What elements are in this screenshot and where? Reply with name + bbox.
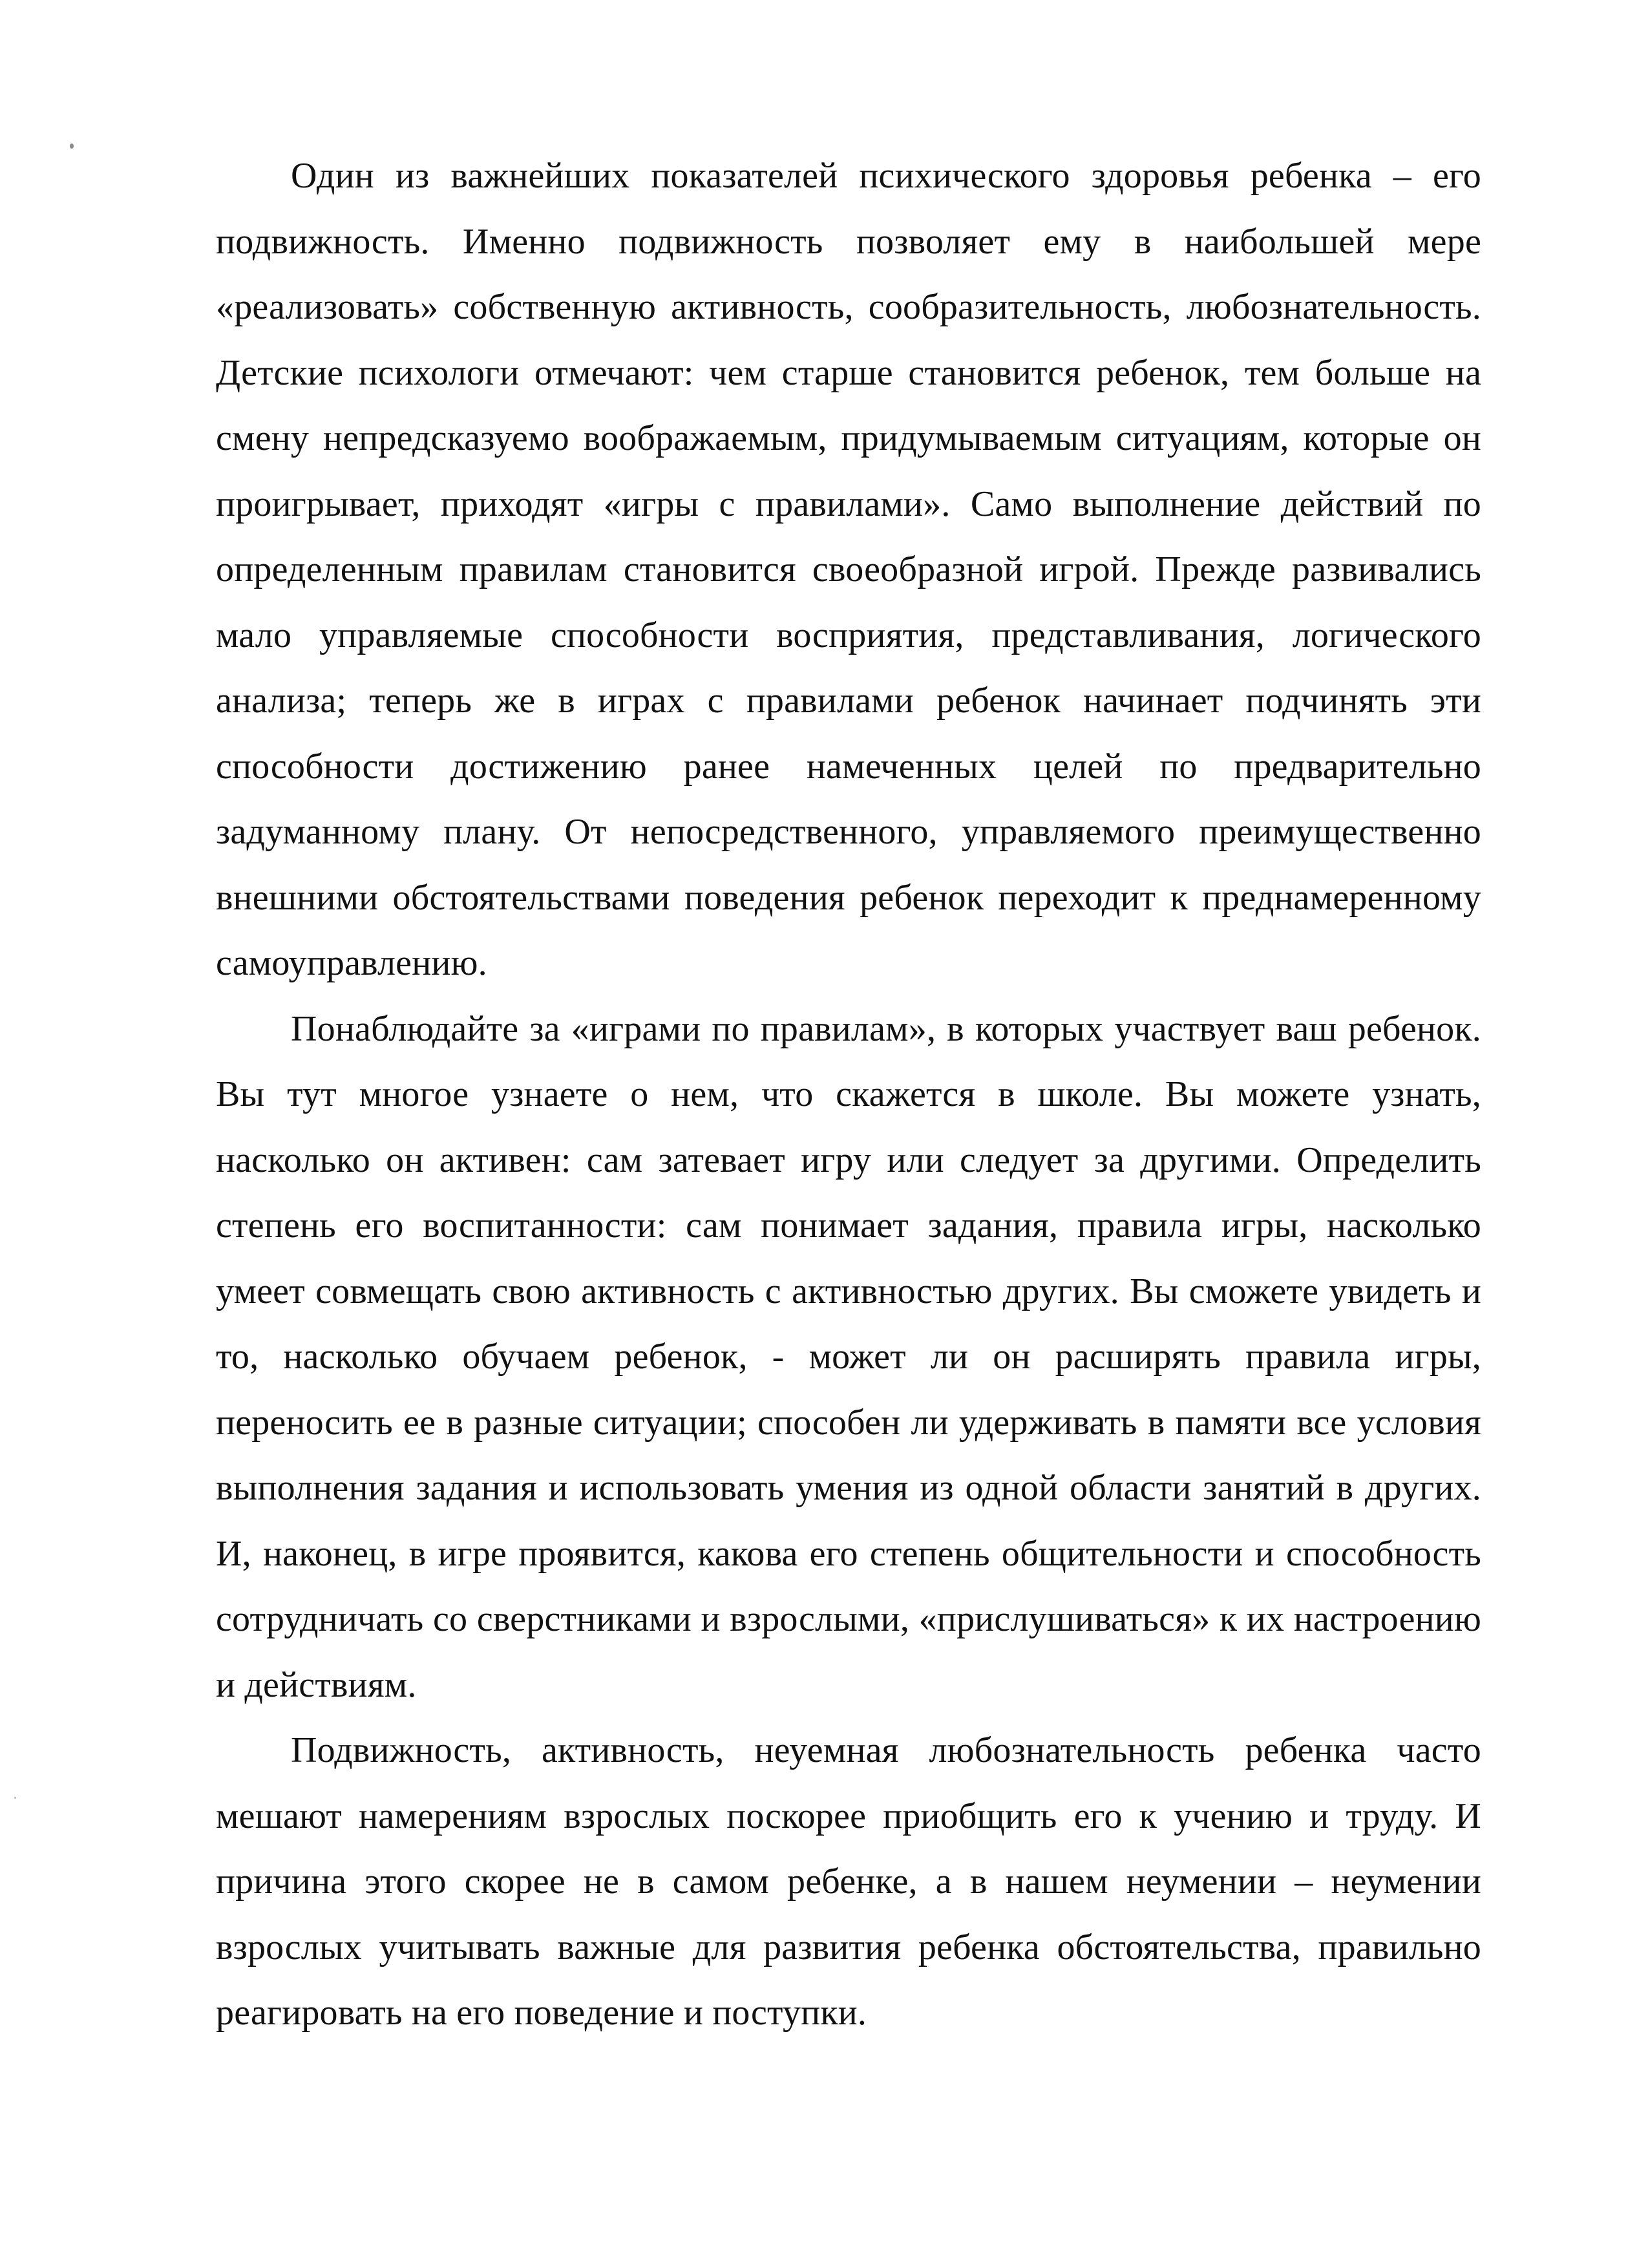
paragraph-1: Один из важнейших показателей психического здоровья ребенка – его подвижность. Именно подвижность позволяет ему в наибольшей мере «реализовать» собственную активность, сообразительность, любознательность. Детские психологи отмечают: чем старше становится ребенок, тем больше на смену непредсказуемо воображаемым, придумываемым ситуациям, которые он проигрывает, приходят «игры с правилами». Само выполнение действий по определенным правилам становится своеобразной игрой. Прежде развивались мало управляемые способности восприятия, представливания, логического анализа; теперь же в играх с правилами ребенок начинает подчинять эти способности достижению ранее намеченных целей по предварительно задуманному плану. От непосредственного, управляемого преимущественно внешними обстоятельствами поведения ребенок переходит к преднамеренному самоуправлению. xyxy=(216,156,1481,983)
paragraph-2: Понаблюдайте за «играми по правилам», в которых участвует ваш ребенок. Вы тут многое узнаете о нем, что скажется в школе. Вы можете узнать, насколько он активен: сам затевает игру или следует за другими. Определить степень его воспитанности: сам понимает задания, правила игры, насколько умеет совмещать свою активность с активностью других. Вы сможете увидеть и то, насколько обучаем ребенок, - может ли он расширять правила игры, переносить ее в разные ситуации; способен ли удерживать в памяти все условия выполнения задания и использовать умения из одной области занятий в других. И, наконец, в игре проявится, какова его степень общительности и способность сотрудничать со сверстниками и взрослыми, «прислушиваться» к их настроению и действиям. xyxy=(216,1008,1481,1705)
scan-speck xyxy=(14,1797,16,1799)
body-text xyxy=(216,143,1481,2046)
paragraph-3: Подвижность, активность, неуемная любознательность ребенка часто мешают намерениям взрослых поскорее приобщить его к учению и труду. И причина этого скорее не в самом ребенке, а в нашем неумении – неумении взрослых учитывать важные для развития ребенка обстоятельства, правильно реагировать на его поведение и поступки. xyxy=(216,1730,1481,2033)
scan-speck xyxy=(70,143,74,149)
